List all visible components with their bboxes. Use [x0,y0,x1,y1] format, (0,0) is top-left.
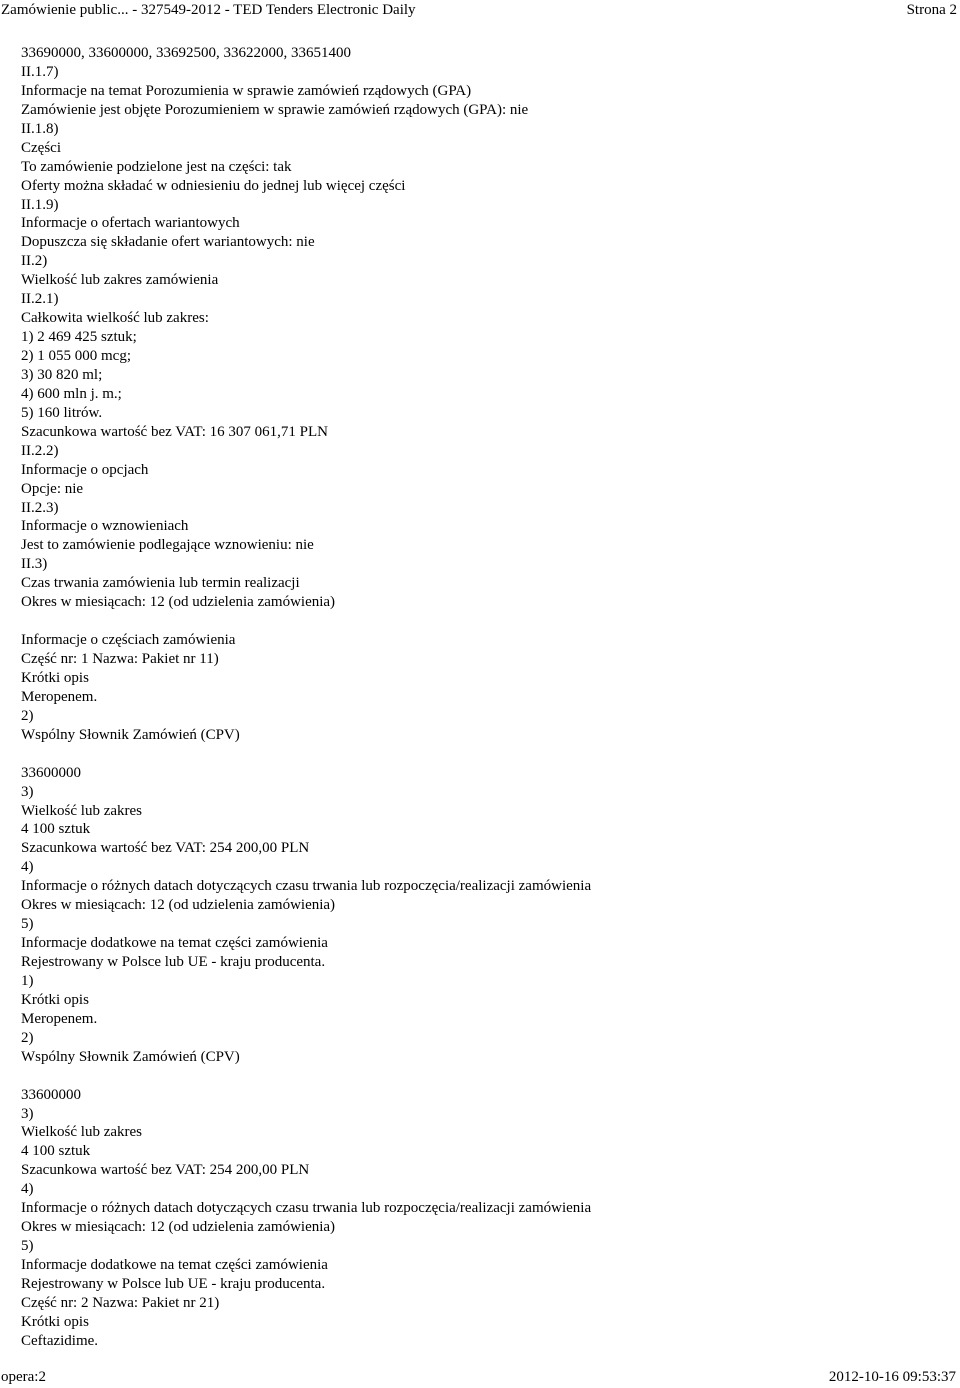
text-line: Informacje o różnych datach dotyczących czasu trwania lub rozpoczęcia/realizacji zamówienia [21,1200,592,1217]
document-body [21,44,951,1351]
page-header-title: Zamówienie public... - 327549-2012 - TED Tenders Electronic Daily [1,2,416,18]
text-line: 3) 30 820 ml; [21,366,103,383]
text-line: Okres w miesiącach: 12 (od udzielenia zamówienia) [21,897,336,914]
text-line: Szacunkowa wartość bez VAT: 254 200,00 PLN [21,1162,310,1179]
text-line: 3) [21,1105,34,1122]
text-line: II.2.1) [21,291,59,308]
text-line: Informacje dodatkowe na temat części zamówienia [21,1257,328,1273]
blank-line [21,745,951,764]
text-line: 4) 600 mln j. m.; [21,385,122,402]
footer-source: opera:2 [1,1369,46,1385]
text-line: Dopuszcza się składanie ofert wariantowych: nie [21,234,315,251]
text-line: II.3) [21,556,48,573]
text-line: Informacje o różnych datach dotyczących czasu trwania lub rozpoczęcia/realizacji zamówienia [21,878,592,895]
text-line: II.1.7) [21,63,59,80]
text-line: II.1.9) [21,196,59,213]
text-line: Części [21,139,61,156]
text-line: Okres w miesiącach: 12 (od udzielenia zamówienia) [21,1219,336,1236]
text-line: 3) [21,783,34,800]
text-line: Zamówienie jest objęte Porozumieniem w sprawie zamówień rządowych (GPA): nie [21,101,529,118]
text-line: Informacje o ofertach wariantowych [21,215,240,232]
text-line: Szacunkowa wartość bez VAT: 254 200,00 PLN [21,840,310,857]
text-line: II.2) [21,253,48,270]
text-line: Czas trwania zamówienia lub termin realizacji [21,575,300,592]
text-line: Całkowita wielkość lub zakres: [21,310,209,327]
text-line: Krótki opis [21,991,89,1008]
text-line: 4 100 sztuk [21,821,91,838]
text-line: 5) 160 litrów. [21,404,103,421]
text-line: Meropenem. [21,688,98,705]
text-line: 4) [21,859,34,876]
text-line: II.1.8) [21,120,59,137]
print-header [0,0,960,20]
text-line: 1) [21,972,34,989]
text-line: 4) [21,1181,34,1198]
text-line: 2) 1 055 000 mcg; [21,348,131,364]
text-line: Informacje na temat Porozumienia w sprawie zamówień rządowych (GPA) [21,82,472,99]
text-line: Wielkość lub zakres [21,802,143,819]
print-footer [0,1368,960,1388]
text-line: Krótki opis [21,669,89,686]
text-line: 5) [21,1238,34,1255]
text-line: Szacunkowa wartość bez VAT: 16 307 061,71 PLN [21,423,328,440]
text-line: Część nr: 1 Nazwa: Pakiet nr 11) [21,651,219,667]
blank-line [21,1067,951,1086]
text-line: Informacje dodatkowe na temat części zamówienia [21,935,328,952]
text-line: Wspólny Słownik Zamówień (CPV) [21,1048,240,1065]
text-line: 1) 2 469 425 sztuk; [21,329,137,346]
text-line: Informacje o wznowieniach [21,518,189,535]
text-line: Informacje o częściach zamówienia [21,632,236,649]
page-number: Strona 2 [906,2,957,18]
text-line: Informacje o opcjach [21,461,149,478]
text-line: Wspólny Słownik Zamówień (CPV) [21,726,240,743]
text-line: Jest to zamówienie podlegające wznowieniu: nie [21,537,314,554]
text-line: Opcje: nie [21,480,84,497]
text-line: Meropenem. [21,1010,98,1027]
text-line: Rejestrowany w Polsce lub UE - kraju producenta. [21,1275,326,1292]
text-line: 2) [21,1029,34,1046]
text-line: 2) [21,707,34,724]
text-line: Wielkość lub zakres zamówienia [21,272,219,289]
blank-line [21,612,951,631]
text-line: Okres w miesiącach: 12 (od udzielenia zamówienia) [21,594,336,611]
text-line: 33690000, 33600000, 33692500, 33622000, 33651400 [21,45,351,61]
text-line: Oferty można składać w odniesieniu do jednej lub więcej części [21,177,406,194]
text-line: II.2.3) [21,499,59,516]
text-line: 33600000 [21,764,81,781]
text-line: Krótki opis [21,1313,89,1330]
footer-timestamp: 2012-10-16 09:53:37 [828,1369,956,1385]
text-line: Ceftazidime. [21,1332,99,1349]
text-line: 5) [21,916,34,933]
text-line: Część nr: 2 Nazwa: Pakiet nr 21) [21,1294,220,1311]
text-line: Wielkość lub zakres [21,1124,143,1141]
text-line: Rejestrowany w Polsce lub UE - kraju producenta. [21,954,326,970]
text-line: To zamówienie podzielone jest na części: tak [21,158,292,175]
text-line: II.2.2) [21,442,59,459]
text-line: 33600000 [21,1086,81,1103]
text-line: 4 100 sztuk [21,1143,91,1160]
